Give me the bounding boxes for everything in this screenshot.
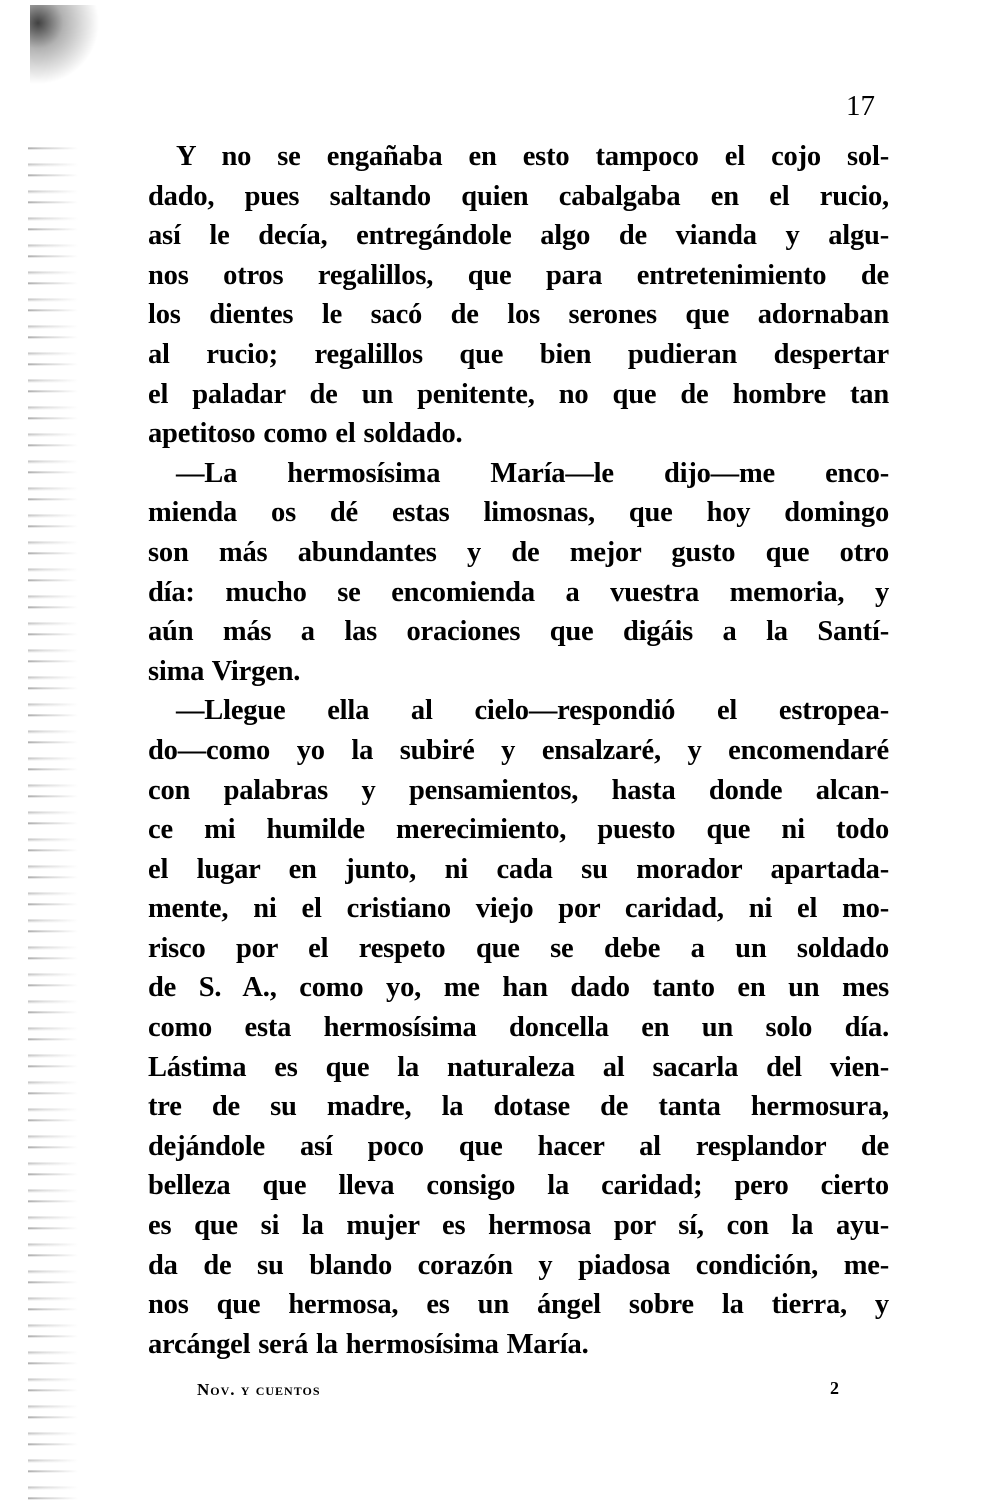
text-line: do—como yo la subiré y ensalzaré, y encomendaré bbox=[148, 734, 889, 766]
text-line: día: mucho se encomienda a vuestra memoria, y bbox=[148, 576, 889, 608]
scan-binding-edge bbox=[28, 140, 78, 1500]
text-line: aún más a las oraciones que digáis a la Santí- bbox=[148, 616, 889, 648]
footer-sheet-mark: 2 bbox=[830, 1378, 839, 1398]
text-line: el lugar en junto, ni cada su morador apartada- bbox=[148, 853, 889, 885]
text-line: —La hermosísima María—le dijo—me enco- bbox=[176, 457, 889, 489]
text-line: Lástima es que la naturaleza al sacarla del vien- bbox=[148, 1051, 889, 1083]
text-line: mienda os dé estas limosnas, que hoy domingo bbox=[148, 497, 889, 529]
text-line: ce mi humilde merecimiento, puesto que ni todo bbox=[148, 814, 889, 846]
text-line: sima Virgen. bbox=[148, 655, 301, 687]
text-line: son más abundantes y de mejor gusto que otro bbox=[148, 536, 889, 568]
text-line: mente, ni el cristiano viejo por caridad, ni el mo- bbox=[148, 893, 889, 925]
text-line: al rucio; regalillos que bien pudieran despertar bbox=[148, 338, 889, 370]
footer-signature: Nov. y cuentos bbox=[197, 1380, 321, 1399]
text-line: risco por el respeto que se debe a un soldado bbox=[148, 932, 889, 964]
text-line: así le decía, entregándole algo de vianda y algu- bbox=[148, 220, 889, 252]
text-line: tre de su madre, la dotase de tanta hermosura, bbox=[148, 1091, 889, 1123]
text-line: apetitoso como el soldado. bbox=[148, 418, 463, 450]
text-line: belleza que lleva consigo la caridad; pero cierto bbox=[148, 1170, 889, 1202]
text-line: los dientes le sacó de los serones que adornaban bbox=[148, 299, 889, 331]
text-line: el paladar de un penitente, no que de hombre tan bbox=[148, 378, 889, 410]
text-line: arcángel será la hermosísima María. bbox=[148, 1328, 589, 1360]
body-text bbox=[148, 137, 889, 1364]
text-line: de S. A., como yo, me han dado tanto en un mes bbox=[148, 972, 889, 1004]
text-line: da de su blando corazón y piadosa condición, me- bbox=[148, 1249, 889, 1281]
text-line: dado, pues saltando quien cabalgaba en el rucio, bbox=[148, 180, 889, 212]
text-line: nos otros regalillos, que para entretenimiento de bbox=[148, 259, 889, 291]
scan-shadow-corner bbox=[30, 5, 110, 95]
text-line: es que si la mujer es hermosa por sí, con la ayu- bbox=[148, 1210, 889, 1242]
text-line: como esta hermosísima doncella en un solo día. bbox=[148, 1012, 889, 1044]
text-line: nos que hermosa, es un ángel sobre la tierra, y bbox=[148, 1289, 889, 1321]
text-line: dejándole así poco que hacer al resplandor de bbox=[148, 1130, 889, 1162]
text-line: Y no se engañaba en esto tampoco el cojo sol- bbox=[176, 141, 889, 172]
page-number: 17 bbox=[846, 90, 875, 122]
text-line: —Llegue ella al cielo—respondió el estropea- bbox=[176, 695, 889, 727]
text-line: con palabras y pensamientos, hasta donde alcan- bbox=[148, 774, 889, 806]
